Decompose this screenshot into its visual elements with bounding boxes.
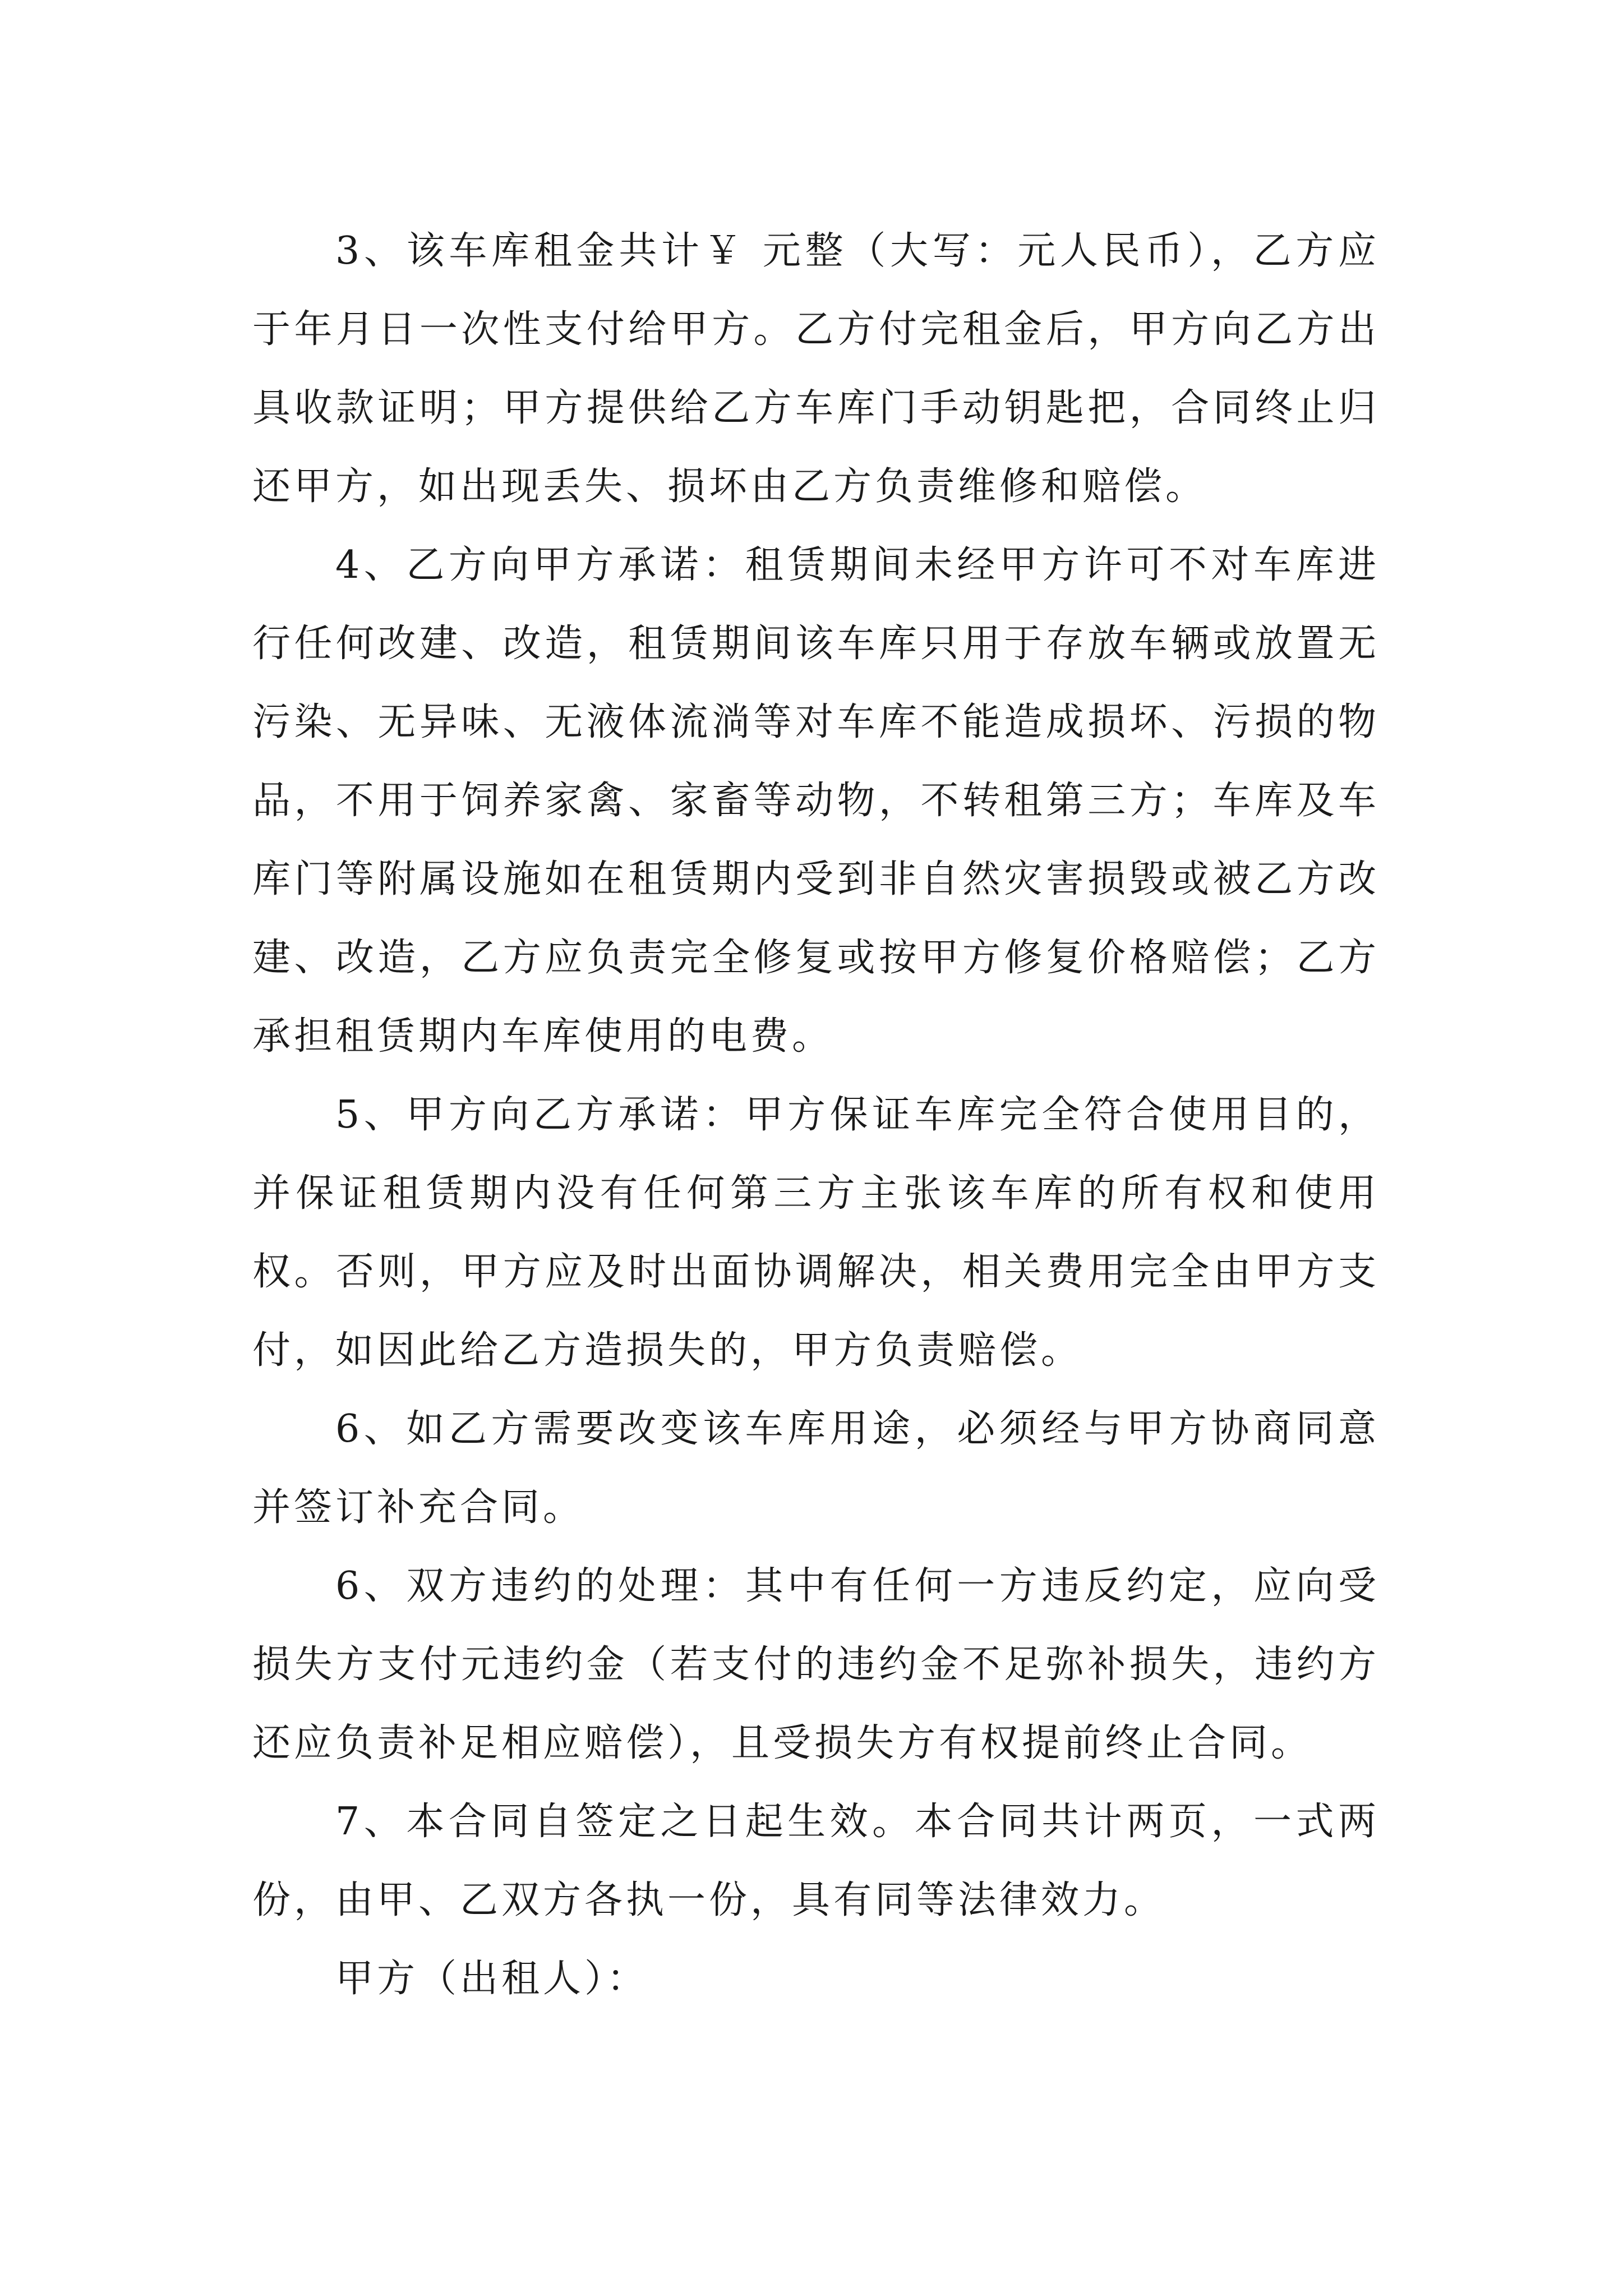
clause-6-breach-handling: 6、双方违约的处理：其中有任何一方违反约定，应向受损失方支付元违约金（若支付的违约金不足弥补损失，违约方还应负责补足相应赔偿），且受损失方有权提前终止合同。 (252, 1564, 1380, 1765)
lessor-signature-line: 甲方（出租人）： (335, 1957, 649, 2001)
clause-4-lessee-commitment: 4、乙方向甲方承诺：租赁期间未经甲方许可不对车库进行任何改建、改造，租赁期间该车库只用于存放车辆或放置无污染、无异味、无液体流淌等对车库不能造成损坏、污损的物品，不用于饲养家禽、家畜等动物，不转租第三方；车库及车库门等附属设施如在租赁期内受到非自然灾害损毁或被乙方改建、改造，乙方应负责完全修复或按甲方修复价格赔偿；乙方承担租赁期内车库使用的电费。 (252, 543, 1380, 1059)
clause-6-change-of-use: 6、如乙方需要改变该车库用途，必须经与甲方协商同意并签订补充合同。 (252, 1407, 1380, 1530)
clause-3-rent-payment: 3、该车库租金共计￥ 元整（大写：元人民币），乙方应于年月日一次性支付给甲方。乙方付完租金后，甲方向乙方出具收款证明；甲方提供给乙方车库门手动钥匙把，合同终止归还甲方，如出现丢失、损坏由乙方负责维修和赔偿。 (252, 229, 1380, 509)
contract-body (252, 212, 1380, 2018)
clause-5-lessor-commitment: 5、甲方向乙方承诺：甲方保证车库完全符合使用目的，并保证租赁期内没有任何第三方主张该车库的所有权和使用权。否则，甲方应及时出面协调解决，相关费用完全由甲方支付，如因此给乙方造损失的，甲方负责赔偿。 (252, 1093, 1380, 1373)
clause-7-effectiveness: 7、本合同自签定之日起生效。本合同共计两页，一式两份，由甲、乙双方各执一份，具有同等法律效力。 (252, 1800, 1380, 1922)
